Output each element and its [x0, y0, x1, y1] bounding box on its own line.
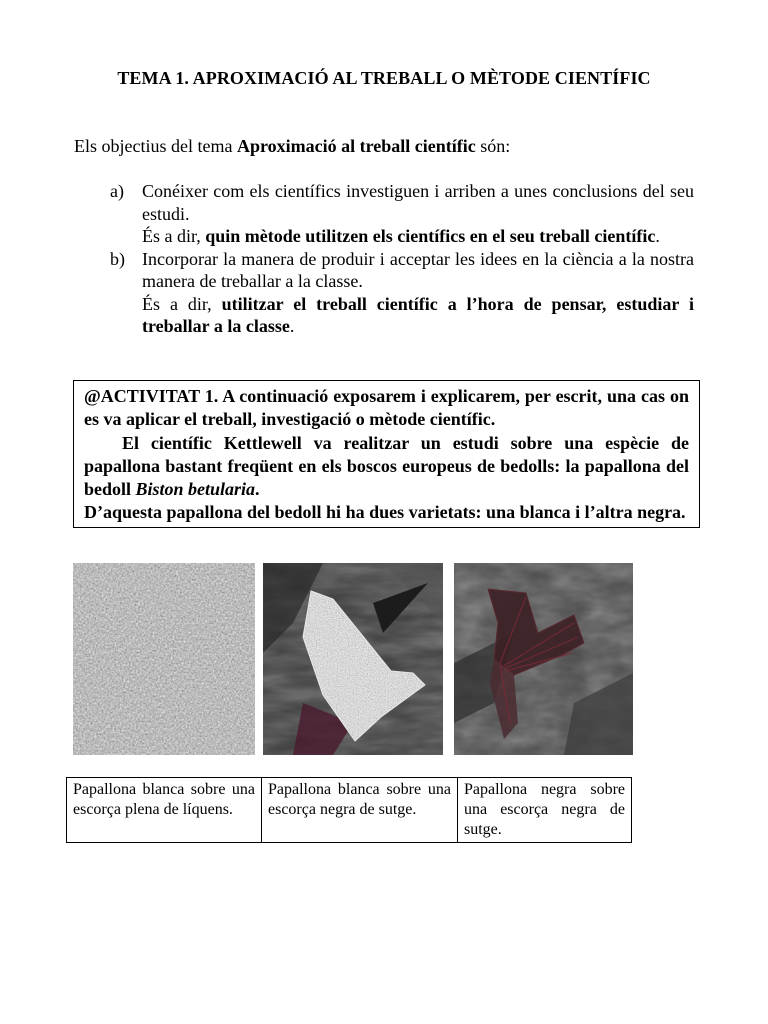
photo-white-moth-lichen	[73, 563, 255, 755]
dark-bark-image	[263, 563, 443, 755]
caption-cell: Papallona blanca sobre una escorça negra de sutge.	[262, 778, 458, 843]
caption-cell: Papallona negra sobre una escorça negra de sutge.	[458, 778, 632, 843]
objective-detail-bold: utilitzar el treball científic a l’hora de pensar, estudiar i treballar a la classe	[142, 293, 694, 336]
objective-marker: a)	[110, 181, 124, 201]
photo-strip	[73, 563, 633, 755]
intro-text-end: són:	[475, 136, 511, 156]
objective-b	[110, 248, 694, 338]
objective-detail-prefix: És a dir,	[142, 226, 206, 246]
objective-text: Conéixer com els científics investiguen i arriben a unes conclusions del seu estudi.	[142, 181, 694, 224]
objective-marker: b)	[110, 248, 125, 269]
objective-text: Incorporar la manera de produir i acceptar les idees en la ciència a la nostra manera de treballar a la classe.	[142, 248, 694, 291]
photo-white-moth-dark-bark	[263, 563, 443, 755]
species-name: Biston betularia	[135, 479, 256, 500]
activity-text: El científic Kettlewell va realitzar un estudi sobre una espècie de papallona bastant freqüent en els boscos europeus de bedolls: la papallona del bedoll	[84, 432, 689, 500]
intro-paragraph	[74, 136, 694, 157]
objective-detail-prefix: És a dir,	[142, 293, 222, 314]
intro-topic: Aproximació al treball científic	[236, 136, 476, 156]
activity-paragraph	[84, 432, 689, 502]
photo-black-moth-dark-bark	[454, 563, 633, 755]
objective-detail-suffix: .	[289, 316, 295, 336]
objective-detail	[142, 225, 694, 248]
captions-row	[67, 778, 632, 843]
intro-text: Els objectius del tema	[74, 136, 237, 156]
activity-heading: @ACTIVITAT 1. A continuació exposarem i explicarem, per escrit, una cas on es va aplicar el treball, investigació o mètode científic.	[84, 386, 689, 430]
objective-detail-suffix: .	[655, 226, 660, 246]
objective-a	[110, 180, 694, 248]
lichen-bark-image	[73, 563, 255, 755]
dark-moth-image	[454, 563, 633, 755]
objective-detail	[142, 293, 694, 338]
activity-text-end: .	[255, 479, 260, 500]
objective-detail-bold: quin mètode utilitzen els científics en el seu treball científic	[205, 226, 656, 246]
caption-cell: Papallona blanca sobre una escorça plena de líquens.	[67, 778, 262, 843]
activity-varieties: D’aquesta papallona del bedoll hi ha dues varietats: una blanca i l’altra negra.	[84, 502, 686, 523]
captions-table	[66, 777, 632, 843]
activity-box	[73, 380, 700, 528]
objectives-list	[110, 180, 694, 338]
page-title: TEMA 1. APROXIMACIÓ AL TREBALL O MÈTODE CIENTÍFIC	[117, 68, 651, 88]
